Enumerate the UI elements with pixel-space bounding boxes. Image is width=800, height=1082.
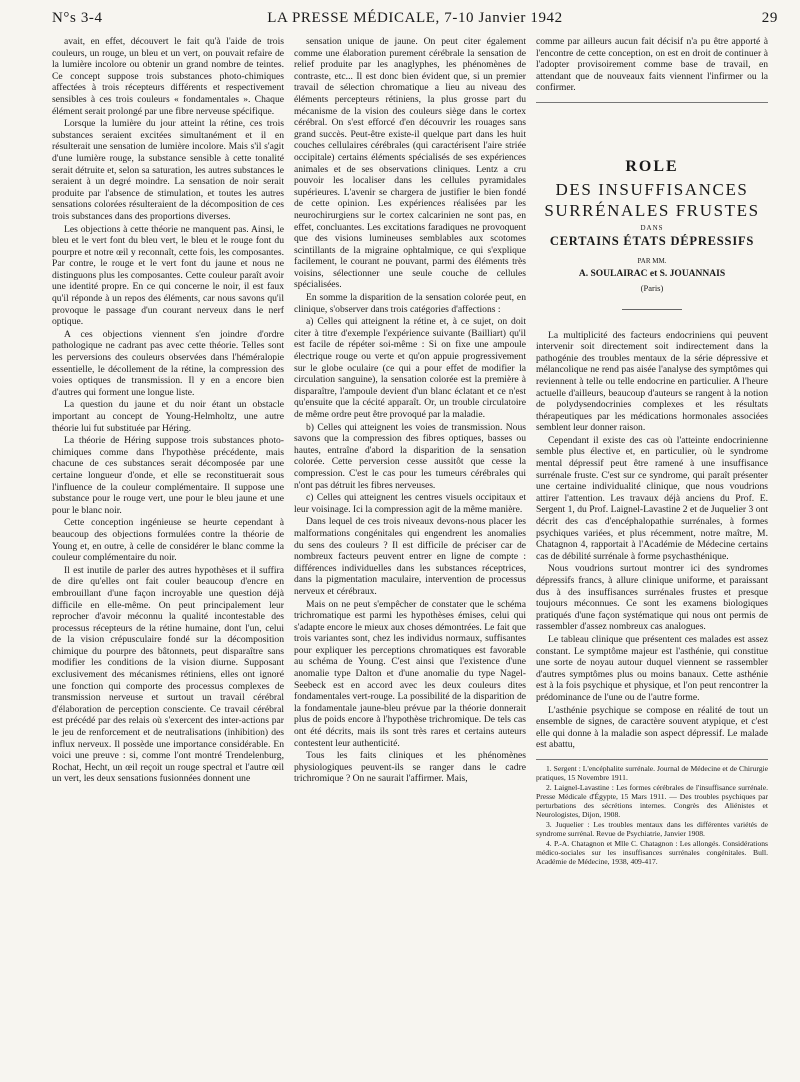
paragraph: b) Celles qui atteignent les voies de transmission. Nous savons que la compression des fibres optiques, basses ou hautes, entraîne d'abord la disparition de la sensation colorée. Cette perversion cesse aussitôt que cesse la compression. C'est le cas pour les tumeurs cérébrales qui n'ont pas détruit les fibres nerveuses. [294,421,526,491]
paragraph: Lorsque la lumière du jour atteint la rétine, ces trois substances seraient excitées simultanément et il en résulterait une sensation de lumière incolore. Mais s'il s'agit d'une lumière rouge, la substance sensible à cette tonalité serait détruite et, selon sa saturation, les autres substances le seraient à un degré moindre. La sensation de noir serait produite par l'absence de stimulation, et toutes les autres sensations colorées résulteraient de la décomposition de ces trois substances dans des proportions diverses. [52,118,284,222]
article-heading [536,157,768,310]
paragraph: Les objections à cette théorie ne manquent pas. Ainsi, le bleu et le vert font du bleu vert, le bleu et le rouge font du pourpre et notre œil y reconnaît, cette fois, les composantes. Par contre, le rouge et le vert font du jaune et nous ne distinguons plus les composantes. Cette couleur paraît avoir une identité propre. En ce qui concerne le noir, il est faux qu'il réponde à un repos des éléments, car nous savons qu'il provoque le passage d'un courant nerveux dans le nerf optique. [52,223,284,328]
article-authors: A. SOULAIRAC et S. JOUANNAIS [578,269,726,280]
page-header [52,0,778,36]
footnote: 1. Sergent : L'encéphalite surrénale. Journal de Médecine et de Chirurgie pratiques, 15 Novembre 1911. [536,763,768,782]
continued-text [536,36,768,103]
article-kicker: ROLE [625,157,679,175]
paragraph: Nous voudrions surtout montrer ici des syndromes dépressifs francs, à allure clinique uniforme, et paraissant dus à des insuffisances surrénales frustes et presque toujours méconnues. Ce sont les examens biologiques pratiqués d'une façon systématique qui nous ont permis de rassembler d'assez nombreux cas analogues. [536,563,768,633]
article-location: (Paris) [640,282,664,293]
article-subtitle: CERTAINS ÉTATS DÉPRESSIFS [549,234,755,249]
article-title-line-1: DES INSUFFISANCES [555,179,749,199]
paragraph: Cette conception ingénieuse se heurte cependant à beaucoup des objections formulées contre la théorie de Young et, en outre, à celle de considérer le blanc comme la couleur complémentaire du noir. [52,517,284,564]
paragraph: avait, en effet, découvert le fait qu'à l'aide de trois couleurs, un rouge, un bleu et un vert, on pouvait refaire de la lumière incolore ou obtenir un grand nombre de teintes. Ce concept suppose trois substances photo-chimiques affectées à trois récepteurs différents et respectivement sensibles à ces trois couleurs « fondamentales ». Chaque élément serait prolongé par une fibre nerveuse spécifique. [52,36,284,117]
issue-number: N°s 3-4 [52,9,103,26]
paragraph: En somme la disparition de la sensation colorée peut, en clinique, s'observer dans trois catégories d'affections : [294,292,526,315]
paragraph: a) Celles qui atteignent la rétine et, à ce sujet, on doit citer à titre d'exemple l'expérience suivante (Bailliart) qu'il est facile de répéter soi-même : Si on fixe une ampoule électrique rouge ou verte et qu'on appuie progressivement sur le globe oculaire (ce qui a pour effet de modifier la circulation sanguine), la sensation colorée est la première à disparaître, l'ampoule devient d'un blanc éclatant et ce n'est qu'ensuite que la cécité apparaît. Or, un trouble circulatoire de même ordre peut être provoqué par la maladie. [294,316,526,420]
footnotes [536,759,768,866]
paragraph: Dans lequel de ces trois niveaux devons-nous placer les malformations congénitales qui engendrent les anomalies du sens des couleurs ? Il est difficile de préciser car de nombreux facteurs peuvent entrer en ligne de compte : différences individuelles dans les substances réceptrices, dans la pigmentation maculaire, intervention de processus nerveux et cérébraux. [294,516,526,597]
article-title-line-2: SURRÉNALES FRUSTES [544,200,760,220]
divider [622,309,682,310]
paragraph: La question du jaune et du noir étant un obstacle important au concept de Young-Helmholtz, une autre théorie lui fut substituée par Héring. [52,399,284,434]
paragraph: La théorie de Héring suppose trois substances photo-chimiques comme dans l'hypothèse précédente, mais chacune de ces substances serait décomposée par une certaine longueur d'onde, et elle se reconstituerait sous l'influence de la couleur complémentaire. Il suppose une substance pour le rouge vert, une pour le bleu jaune et une pour le blanc noir. [52,435,284,516]
byline-prefix: PAR MM. [637,256,667,265]
journal-title: LA PRESSE MÉDICALE, 7-10 Janvier 1942 [267,9,563,26]
footnote: 2. Laignel-Lavastine : Les formes cérébrales de l'insuffisance surrénale. Presse Médicale d'Égypte, 15 Mars 1911. — Des troubles psychiques par perturbations des sécrétions internes. Congrès des Aliénistes et Neurologistes, Dijon, 1908. [536,782,768,819]
paragraph: Il est inutile de parler des autres hypothèses et il suffira de dire qu'elles ont fait couler beaucoup d'encre en embrouillant d'une façon incroyable une question déjà difficile en elle-même. On peut principalement leur reprocher d'avoir méconnu la qualité incontestable des processus récepteurs de la rétine humaine, dont l'un, celui de la vision crépusculaire fondé sur la décomposition chimique du pourpre des bâtonnets, peut disparaître sans modifier les conditions de la vision diurne. Supposant exclusivement des mécanismes rétiniens, elles ont ignoré une fonction qui comporte des processus complexes de transmission nerveuse et surtout un travail cérébral d'élaboration de perception consciente. Ce travail cérébral est précédé par des relais où s'exercent des inter-actions par le jeu de renforcement et de neutralisations (inhibition) des influx nerveux. Il possède une importance considérable. En voici une preuve : si, comme l'ont montré Trendelenburg, Rochat, Hecht, un œil reçoit un rouge spectral et l'autre œil un vert, les deux sensations fusionnées donnent une [52,564,284,785]
column-1 [52,36,284,1076]
footnote: 3. Juquelier : Les troubles mentaux dans les différentes variétés de syndrome surrénal. Revue de Psychiatrie, Janvier 1908. [536,819,768,838]
paragraph: La multiplicité des facteurs endocriniens qui peuvent intervenir soit directement soit indirectement dans la pathogénie des troubles mentaux de la série dépressive et mélancolique ne rend pas aisée l'analyse des symptômes qui reviennent à telle ou telle endocrine en particulier. A l'heure actuelle d'ailleurs, beaucoup d'auteurs se rangent à la notion de polydysendocrinies complexes et les résultats thérapeutiques par les médications hormonales associées semblent leur donner raison. [536,329,768,434]
paragraph: c) Celles qui atteignent les centres visuels occipitaux et leur voisinage. Ici la compression agit de la même manière. [294,492,526,515]
paragraph: Tous les faits cliniques et les phénomènes physiologiques peuvent-ils se ranger dans le cadre trichromique ? On ne saurait l'affirmer. Mais, [294,750,526,785]
paragraph: Cependant il existe des cas où l'atteinte endocrinienne semble plus élective et, en particulier, où le syndrome mental dépressif peut être ramené à une insuffisance surrénale fruste. C'est sur ce syndrome, qui paraît présenter une certaine individualité clinique, que nous voudrions attirer l'attention. Les travaux déjà anciens du Prof. E. Sergent 1, du Prof. Laignel-Lavastine 2 et de Juquelier 3 ont décrit des cas d'encéphalopathie surrénales, à formes psychiques variées, et plus récemment, notre maître, M. Chatagnon 4, rapportait à l'Académie de Médecine certains cas de débilité surrénale à forme psychasthénique. [536,434,768,562]
column-3 [536,36,768,1076]
paragraph: Le tableau clinique que présentent ces malades est assez constant. Le symptôme majeur est l'asthénie, qui constitue une sorte de noyau autour duquel viennent se rassembler d'autres symptômes plus ou moins banaux. Cette asthénie est à la fois psychique et physique, et l'on peut rencontrer la prédominance de l'une ou de l'autre forme. [536,633,768,703]
paragraph: sensation unique de jaune. On peut citer également comme une élaboration purement cérébrale la sensation de relief produite par les anaglyphes, les phénomènes de contraste, etc... Il est donc bien évident que, si un premier travail de sélection chromatique a lieu au niveau des éléments percepteurs rétiniens, la plus grosse part du mécanisme de la vision des couleurs siège dans le cortex cérébral. On s'est efforcé d'en découvrir les rouages sans grand succès. Peut-être existe-il quelque part dans les huit couches cellulaires cérébrales (qui caractérisent l'aire striée occipitale) certains éléments spécialisés de ses expériences animales et de ses observations cliniques. Lentz a cru pouvoir les localiser dans les cellules pyramidales supérieures. L'avenir se chargera de justifier le bien fondé de cette opinion. Les expériences réalisées par les neurochirurgiens sur le cortex calcarinien ne sont pas, en effet, concluantes. Les excitations faradiques ne provoquent que des visions lumineuses semblables aux scotomes scintillants de la migraine ophtalmique, ce qui s'explique facilement, le courant ne pouvant, parmi des éléments très voisins, sélectionner une seule couche de cellules spécialisées. [294,36,526,291]
footnote: 4. P.-A. Chatagnon et Mlle C. Chatagnon : Les allongés. Considérations médico-sociales sur les insuffisances surrénales congénitales. Bull. Académie de Médecine, 1938, 409-417. [536,838,768,866]
paragraph: Mais on ne peut s'empêcher de constater que le schéma trichromatique est parmi les hypothèses émises, celui qui s'adapte encore le mieux aux choses démontrées. Le fait que trois variantes sont, chez les individus normaux, suffisantes pour expliquer les perceptions chromatiques est favorable au schéma de Young. C'est ainsi que l'existence d'une anomalie type Dalton et d'une anomalie du type Nagel-Seebeck est en accord avec les deux couleurs dites fondamentales vert-rouge. La possibilité de la disparition de la fondamentale jaune-bleu prévue par la théorie donnerait plus de poids encore à l'hypothèse trichromique. De tels cas ont été décrits, mais ils sont très rares et certains auteurs contestent leur authenticité. [294,598,526,749]
paragraph: comme par ailleurs aucun fait décisif n'a pu être apporté à l'encontre de cette conception, on est en droit de continuer à l'adopter provisoirement comme base de travail, en attendant que de nouveaux faits viennent l'infirmer ou la confirmer. [536,36,768,94]
paragraph: A ces objections viennent s'en joindre d'ordre pathologique ne cadrant pas avec cette théorie. Telles sont les perversions des couleurs observées dans l'héméralopie essentielle, le décollement de la rétine, la compression des voies optiques de transmission. Il y en a encore bien d'autres qui forment une longue liste. [52,328,284,398]
page-number: 29 [761,9,778,26]
article-connector: DANS [640,223,664,232]
column-2 [294,36,526,1076]
paragraph: L'asthénie psychique se compose en réalité de tout un ensemble de signes, de caractère souvent atypique, et c'est elle qui donne à la maladie son aspect dépressif. Le malade est abattu, [536,704,768,751]
